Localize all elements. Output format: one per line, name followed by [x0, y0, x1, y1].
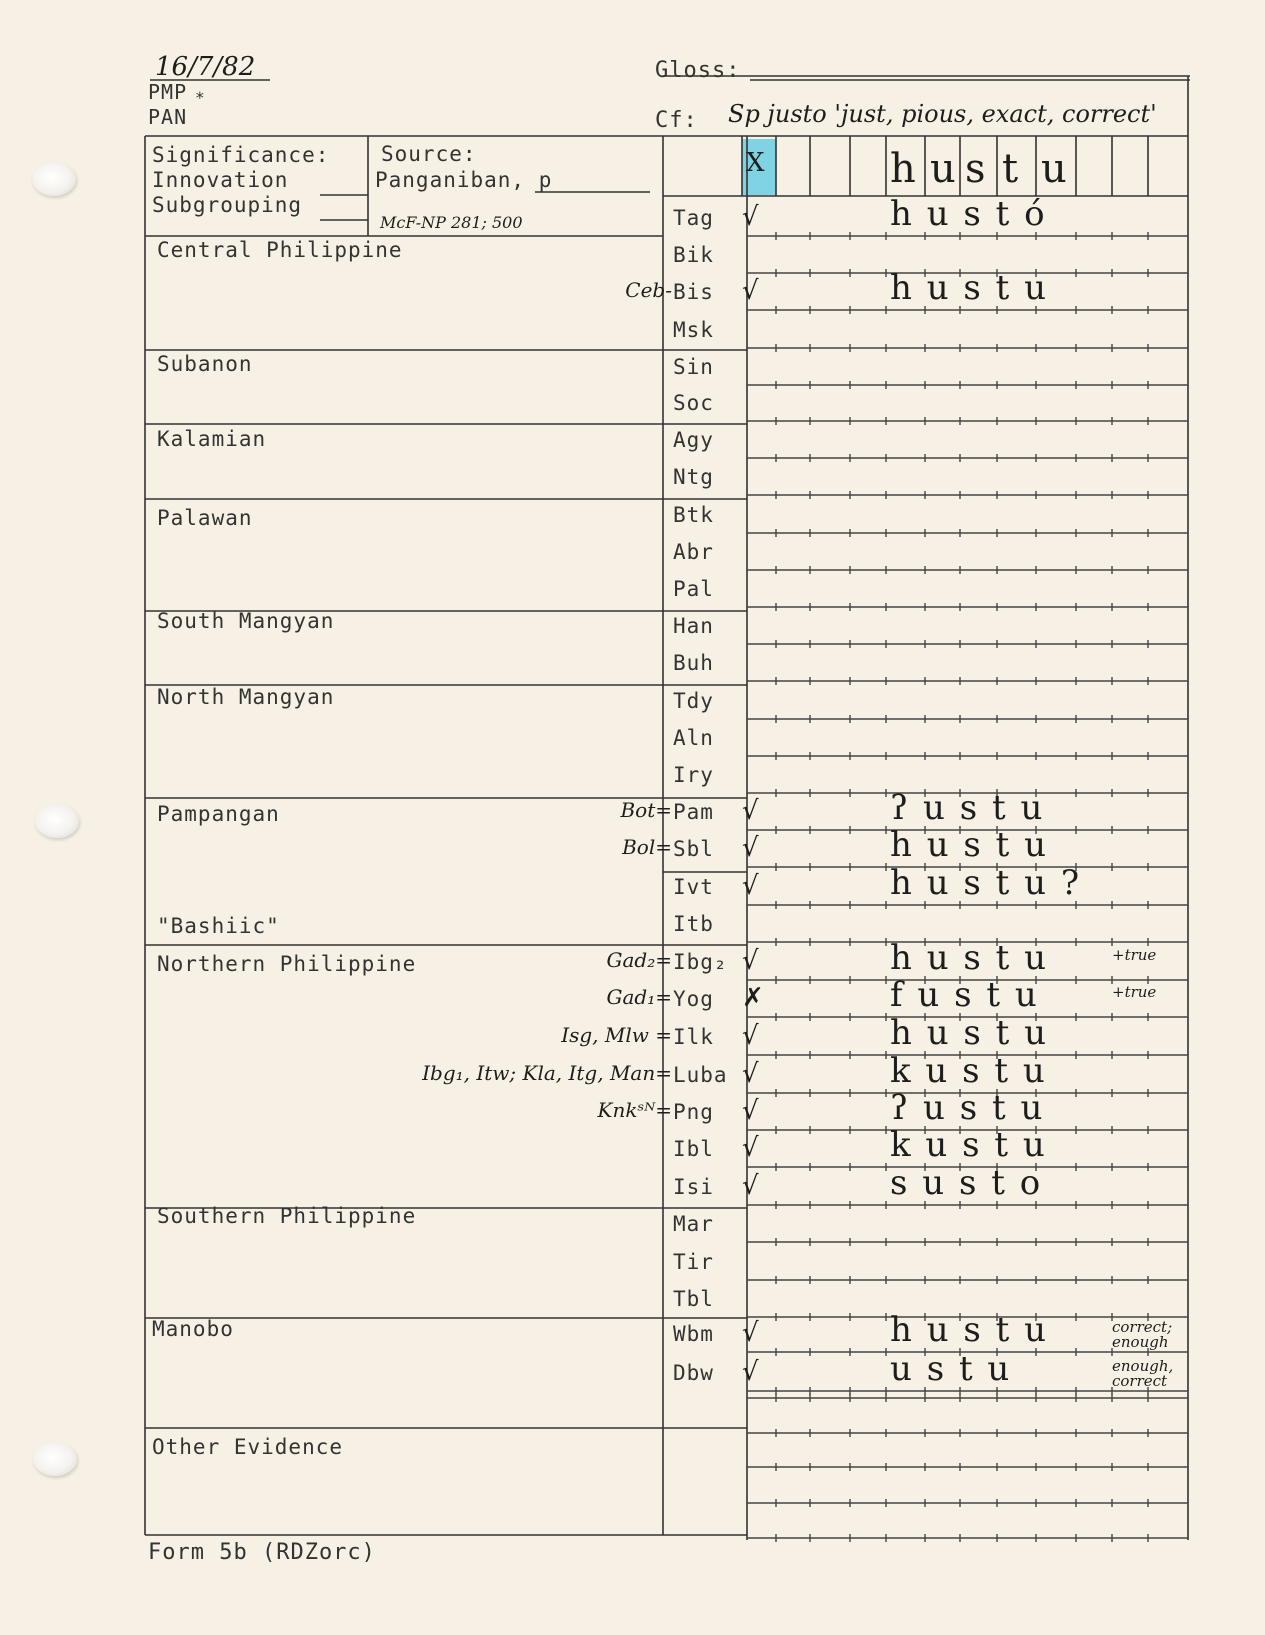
group-palawan: Palawan — [157, 506, 253, 530]
reflex-form: h u s t u ? — [890, 863, 1082, 903]
group-pampangan: Pampangan — [157, 802, 280, 826]
language-equivalence: Gad₁= — [606, 985, 672, 1009]
language-equivalence: Ibg₁, Itw; Kla, Itg, Man= — [422, 1061, 672, 1085]
check-mark: √ — [742, 796, 759, 826]
group-central-philippine: Central Philippine — [157, 238, 403, 262]
check-mark: √ — [742, 1357, 759, 1387]
reconstruction-letter: u — [930, 146, 956, 192]
source-note: McF-NP 281; 500 — [380, 213, 523, 232]
gloss-note: +true — [1112, 983, 1157, 1001]
language-code: Isi — [673, 1175, 714, 1199]
language-code: Msk — [673, 318, 714, 342]
top-cell-mark: X — [746, 148, 765, 178]
language-code: Bik — [673, 243, 714, 267]
language-equivalence: Knkˢᴺ= — [597, 1098, 672, 1122]
group-north-mangyan: North Mangyan — [157, 685, 335, 709]
gloss-note: correct; enough — [1112, 1318, 1173, 1351]
group-bashiic: "Bashiic" — [157, 914, 280, 938]
reflex-form: ʔ u s t u — [890, 1088, 1045, 1128]
group-northern-philippine: Northern Philippine — [157, 952, 417, 976]
language-code: Ilk — [673, 1025, 714, 1049]
check-mark: √ — [742, 202, 759, 232]
reflex-form: f u s t u — [890, 975, 1039, 1015]
language-equivalence: Bot= — [620, 798, 672, 822]
language-code: Tir — [673, 1250, 714, 1274]
reflex-form: k u s t u — [890, 1051, 1047, 1091]
reflex-form: h u s t ó — [890, 194, 1047, 234]
language-code: Iry — [673, 763, 714, 787]
reconstruction-letter: u — [1041, 146, 1067, 192]
reconstruction-letter: h — [890, 146, 916, 192]
language-code: Bis — [673, 280, 714, 304]
cf-label: Cf: — [655, 108, 698, 133]
language-code: Tdy — [673, 689, 714, 713]
language-code: Wbm — [673, 1322, 714, 1346]
innovation-label: Innovation — [152, 168, 289, 192]
check-mark: √ — [742, 276, 759, 306]
source-label: Source: — [381, 142, 477, 166]
language-code: Ibg₂ — [673, 950, 728, 974]
language-code: Dbw — [673, 1361, 714, 1385]
group-manobo: Manobo — [152, 1317, 234, 1341]
language-equivalence: Isg, Mlw = — [561, 1023, 672, 1047]
group-subanon: Subanon — [157, 352, 253, 376]
gloss-label: Gloss: — [655, 58, 741, 83]
significance-label: Significance: — [152, 143, 330, 167]
reflex-form: s u s t o — [890, 1163, 1043, 1203]
language-code: Sin — [673, 355, 714, 379]
language-code: Sbl — [673, 837, 714, 861]
language-code: Ibl — [673, 1137, 714, 1161]
language-code: Tbl — [673, 1287, 714, 1311]
reconstruction-letter: s — [965, 146, 986, 192]
language-code: Ntg — [673, 465, 714, 489]
language-code: Han — [673, 614, 714, 638]
language-code: Ivt — [673, 875, 714, 899]
gloss-note: +true — [1112, 946, 1157, 964]
reflex-form: k u s t u — [890, 1125, 1047, 1165]
language-code: Tag — [673, 206, 714, 230]
check-mark: √ — [742, 1059, 759, 1089]
check-mark: √ — [742, 871, 759, 901]
check-mark: √ — [742, 1096, 759, 1126]
language-code: Luba — [673, 1063, 728, 1087]
reflex-form: h u s t u — [890, 825, 1049, 865]
language-equivalence: Bol= — [622, 835, 672, 859]
language-code: Mar — [673, 1212, 714, 1236]
gloss-note: enough, correct — [1112, 1357, 1174, 1390]
date-text: 16/7/82 — [155, 52, 256, 82]
language-equivalence: Gad₂= — [606, 948, 672, 972]
language-code: Pal — [673, 577, 714, 601]
language-code: Abr — [673, 540, 714, 564]
level-pan: PAN — [148, 105, 188, 129]
level-pmp: PMP — [148, 80, 188, 104]
check-mark: √ — [742, 1171, 759, 1201]
group-kalamian: Kalamian — [157, 427, 267, 451]
reflex-form: u s t u — [890, 1349, 1012, 1389]
subgrouping-label: Subgrouping — [152, 193, 303, 217]
language-code: Aln — [673, 726, 714, 750]
check-mark: √ — [742, 1021, 759, 1051]
check-mark: √ — [742, 833, 759, 863]
form-footer: Form 5b (RDZorc) — [148, 1540, 376, 1565]
language-code: Pam — [673, 800, 714, 824]
language-code: Buh — [673, 651, 714, 675]
language-code: Png — [673, 1100, 714, 1124]
reconstruction-letter: t — [1002, 146, 1019, 192]
group-south-mangyan: South Mangyan — [157, 609, 335, 633]
cf-value: Sp justo 'just, pious, exact, correct' — [728, 100, 1157, 128]
language-code: Itb — [673, 912, 714, 936]
language-code: Agy — [673, 428, 714, 452]
check-mark: √ — [742, 946, 759, 976]
group-other-evidence: Other Evidence — [152, 1435, 344, 1459]
level-pmp-mark: * — [195, 88, 206, 107]
reflex-form: ʔ u s t u — [890, 788, 1045, 828]
reflex-form: h u s t u — [890, 1310, 1049, 1350]
language-code: Yog — [673, 987, 714, 1011]
language-equivalence: Ceb- — [625, 278, 672, 302]
group-southern-philippine: Southern Philippine — [157, 1204, 417, 1228]
reflex-form: h u s t u — [890, 1013, 1049, 1053]
language-code: Btk — [673, 503, 714, 527]
reflex-form: h u s t u — [890, 938, 1049, 978]
reflex-form: h u s t u — [890, 268, 1049, 308]
check-mark: √ — [742, 1133, 759, 1163]
check-mark: √ — [742, 1318, 759, 1348]
check-mark: ✗ — [742, 983, 764, 1013]
language-code: Soc — [673, 391, 714, 415]
source-value: Panganiban, p — [375, 168, 553, 192]
